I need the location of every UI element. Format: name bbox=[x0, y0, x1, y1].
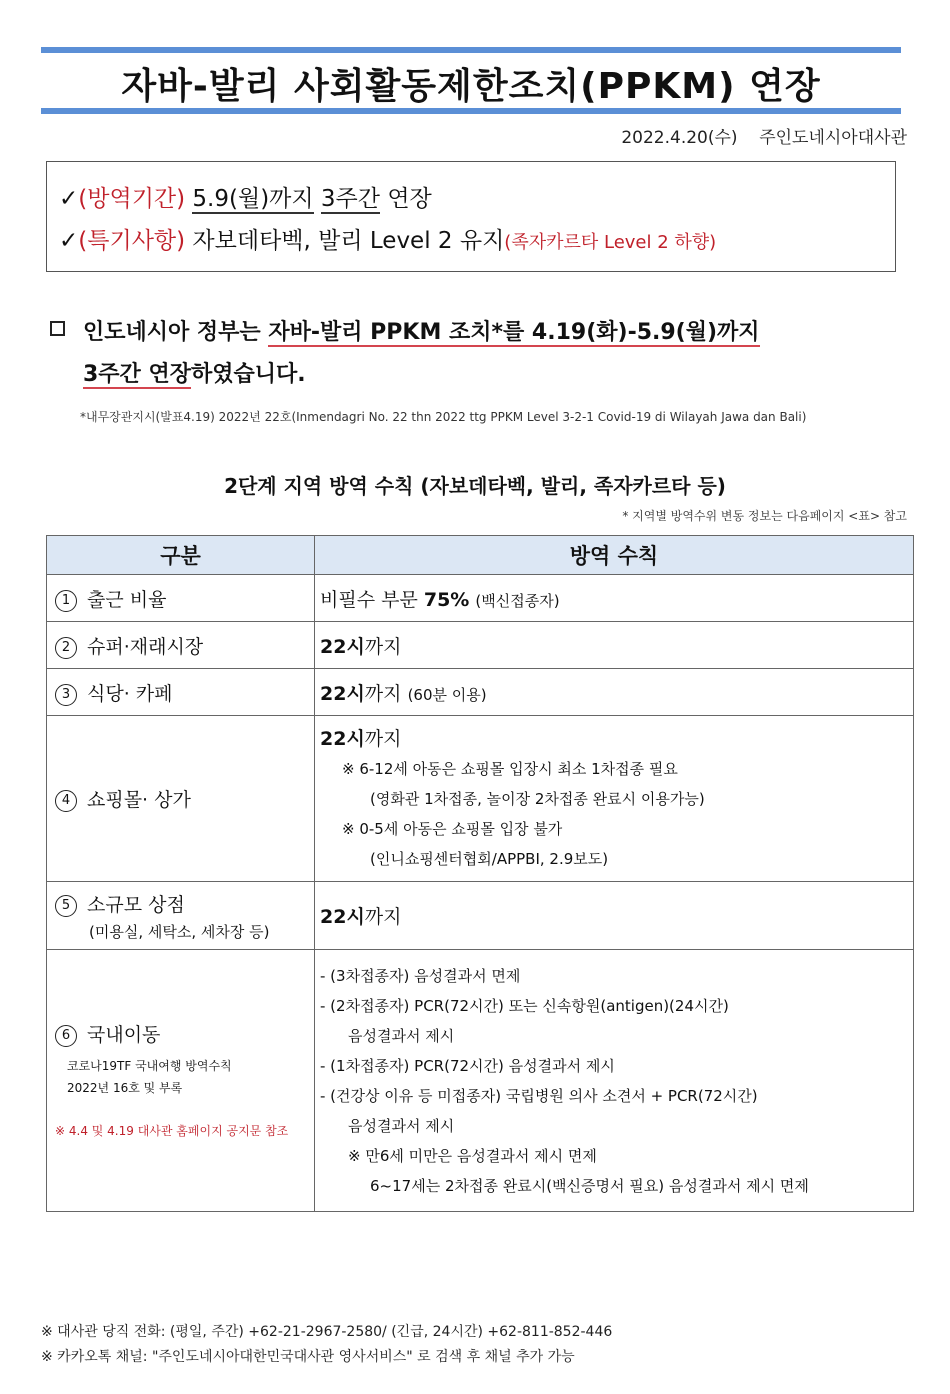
rule-cell bbox=[315, 669, 914, 716]
rule-line: - (건강상 이유 등 미접종자) 국립병원 의사 소견서 + PCR(72시간) bbox=[320, 1086, 758, 1105]
category-sub: (미용실, 세탁소, 세차장 등) bbox=[89, 922, 270, 941]
category-cell bbox=[47, 575, 315, 622]
special-note: (족자카르타 Level 2 하향) bbox=[504, 232, 717, 253]
period-weeks: 3주간 bbox=[320, 186, 380, 212]
category-note: 코로나19TF 국내여행 방역수칙 bbox=[67, 1059, 232, 1073]
check-icon: ✓ bbox=[59, 186, 79, 212]
announcement-part-c: 3주간 연장 bbox=[83, 362, 191, 387]
rule-line: - (3차접종자) 음성결과서 면제 bbox=[320, 966, 521, 985]
embassy-phone: ※ 대사관 당직 전화: (평일, 주간) +62-21-2967-2580/ (긴급, 24시간) +62-811-852-446 bbox=[41, 1324, 613, 1340]
category-note: 2022년 16호 및 부록 bbox=[67, 1081, 183, 1095]
rule-note: (백신접종자) bbox=[475, 591, 560, 610]
circled-number: 2 bbox=[55, 637, 77, 659]
title-top-bar bbox=[41, 47, 901, 53]
rule-bold: 22시 bbox=[320, 635, 365, 658]
rule-line: 6~17세는 2차접종 완료시(백신증명서 필요) 음성결과서 제시 면제 bbox=[370, 1176, 809, 1195]
period-date: 5.9(월)까지 bbox=[192, 186, 314, 212]
rule-cell bbox=[315, 575, 914, 622]
category-label: 소규모 상점 bbox=[87, 893, 185, 916]
table-row bbox=[47, 716, 914, 882]
category-label: 쇼핑몰· 상가 bbox=[87, 789, 191, 811]
special-label: (특기사항) bbox=[78, 228, 186, 254]
table-row bbox=[47, 622, 914, 669]
rule-note: (인니쇼핑센터협회/APPBI, 2.9보도) bbox=[370, 849, 609, 868]
table-row bbox=[47, 669, 914, 716]
announcement-part-a: 인도네시아 정부는 bbox=[83, 320, 261, 345]
rule-cell bbox=[315, 716, 914, 882]
checkbox-bullet-icon bbox=[50, 321, 65, 336]
issue-date-line bbox=[621, 123, 907, 148]
rule-cell bbox=[315, 622, 914, 669]
table-header-row bbox=[47, 536, 914, 575]
kakao-channel: ※ 카카오톡 채널: "주인도네시아대한민국대사관 영사서비스" 로 검색 후 채널 추가 가능 bbox=[41, 1349, 575, 1365]
rule-note: (영화관 1차접종, 놀이장 2차접종 완료시 이용가능) bbox=[370, 789, 705, 808]
rule-line: - (2차접종자) PCR(72시간) 또는 신속항원(antigen)(24시간) bbox=[320, 996, 729, 1015]
rule-bold: 22시 bbox=[320, 727, 365, 750]
summary-line-period bbox=[59, 180, 432, 213]
rule-cell bbox=[315, 950, 914, 1212]
rule-line: ※ 만6세 미만은 음성결과서 제시 면제 bbox=[348, 1146, 597, 1165]
reference-note: * 지역별 방역수위 변동 정보는 다음페이지 <표> 참고 bbox=[622, 509, 907, 523]
rule-bold: 22시 bbox=[320, 906, 365, 928]
category-label: 슈퍼·재래시장 bbox=[87, 635, 204, 658]
category-cell bbox=[47, 882, 315, 950]
rule-cell bbox=[315, 882, 914, 950]
announcement-footnote: *내무장관지시(발표4.19) 2022년 22호(Inmendagri No. 22 thn 2022 ttg PPKM Level 3-2-1 Covid-19 di Wilayah Jawa dan Bali) bbox=[80, 410, 807, 424]
issuer: 주인도네시아대사관 bbox=[759, 128, 907, 148]
category-cell bbox=[47, 669, 315, 716]
rule-text: 까지 bbox=[364, 727, 402, 750]
rule-line: 음성결과서 제시 bbox=[348, 1116, 455, 1135]
rule-bold: 22시 bbox=[320, 682, 365, 705]
rule-text: 비필수 부문 bbox=[320, 588, 418, 611]
rules-table bbox=[46, 535, 914, 1212]
rule-text: 까지 bbox=[364, 906, 402, 928]
category-label: 출근 비율 bbox=[87, 588, 167, 611]
special-text: 자보데타벡, 발리 Level 2 유지 bbox=[192, 228, 505, 254]
category-cell bbox=[47, 950, 315, 1212]
category-cell bbox=[47, 716, 315, 882]
category-cell bbox=[47, 622, 315, 669]
circled-number: 5 bbox=[55, 895, 77, 917]
category-reference: ※ 4.4 및 4.19 대사관 홈페이지 공지문 참조 bbox=[55, 1124, 289, 1138]
rule-text: 까지 bbox=[364, 682, 402, 705]
category-label: 식당· 카페 bbox=[87, 682, 173, 705]
circled-number: 3 bbox=[55, 684, 77, 706]
table-row bbox=[47, 950, 914, 1212]
issue-date: 2022.4.20(수) bbox=[621, 128, 738, 148]
rule-text: 까지 bbox=[364, 635, 402, 658]
announcement-part-b: 자바-발리 PPKM 조치*를 4.19(화)-5.9(월)까지 bbox=[268, 320, 760, 345]
section-title: 2단계 지역 방역 수칙 (자보데타벡, 발리, 족자카르타 등) bbox=[224, 474, 726, 498]
announcement-line-1 bbox=[50, 312, 920, 354]
announcement bbox=[50, 312, 920, 396]
category-label: 국내이동 bbox=[87, 1024, 161, 1046]
summary-line-special bbox=[59, 222, 716, 255]
rule-bold: 75% bbox=[423, 588, 470, 611]
header-category: 구분 bbox=[47, 536, 315, 575]
rule-note: (60분 이용) bbox=[407, 685, 487, 704]
period-extend: 연장 bbox=[387, 186, 432, 212]
title-bottom-bar bbox=[41, 108, 901, 114]
page-title: 자바-발리 사회활동제한조치(PPKM) 연장 bbox=[121, 66, 821, 107]
period-label: (방역기간) bbox=[78, 186, 186, 212]
table-row bbox=[47, 575, 914, 622]
header-rules: 방역 수칙 bbox=[315, 536, 914, 575]
announcement-line-2 bbox=[50, 354, 920, 396]
check-icon: ✓ bbox=[59, 228, 79, 254]
announcement-part-d: 하였습니다. bbox=[190, 362, 306, 387]
rule-note: ※ 6-12세 아동은 쇼핑몰 입장시 최소 1차접종 필요 bbox=[342, 759, 678, 778]
rule-main bbox=[320, 724, 912, 754]
rule-note: ※ 0-5세 아동은 쇼핑몰 입장 불가 bbox=[342, 819, 563, 838]
rule-line: 음성결과서 제시 bbox=[348, 1026, 455, 1045]
summary-box bbox=[46, 161, 896, 272]
circled-number: 6 bbox=[55, 1025, 77, 1047]
circled-number: 4 bbox=[55, 790, 77, 812]
circled-number: 1 bbox=[55, 590, 77, 612]
rule-line: - (1차접종자) PCR(72시간) 음성결과서 제시 bbox=[320, 1056, 615, 1075]
table-row bbox=[47, 882, 914, 950]
